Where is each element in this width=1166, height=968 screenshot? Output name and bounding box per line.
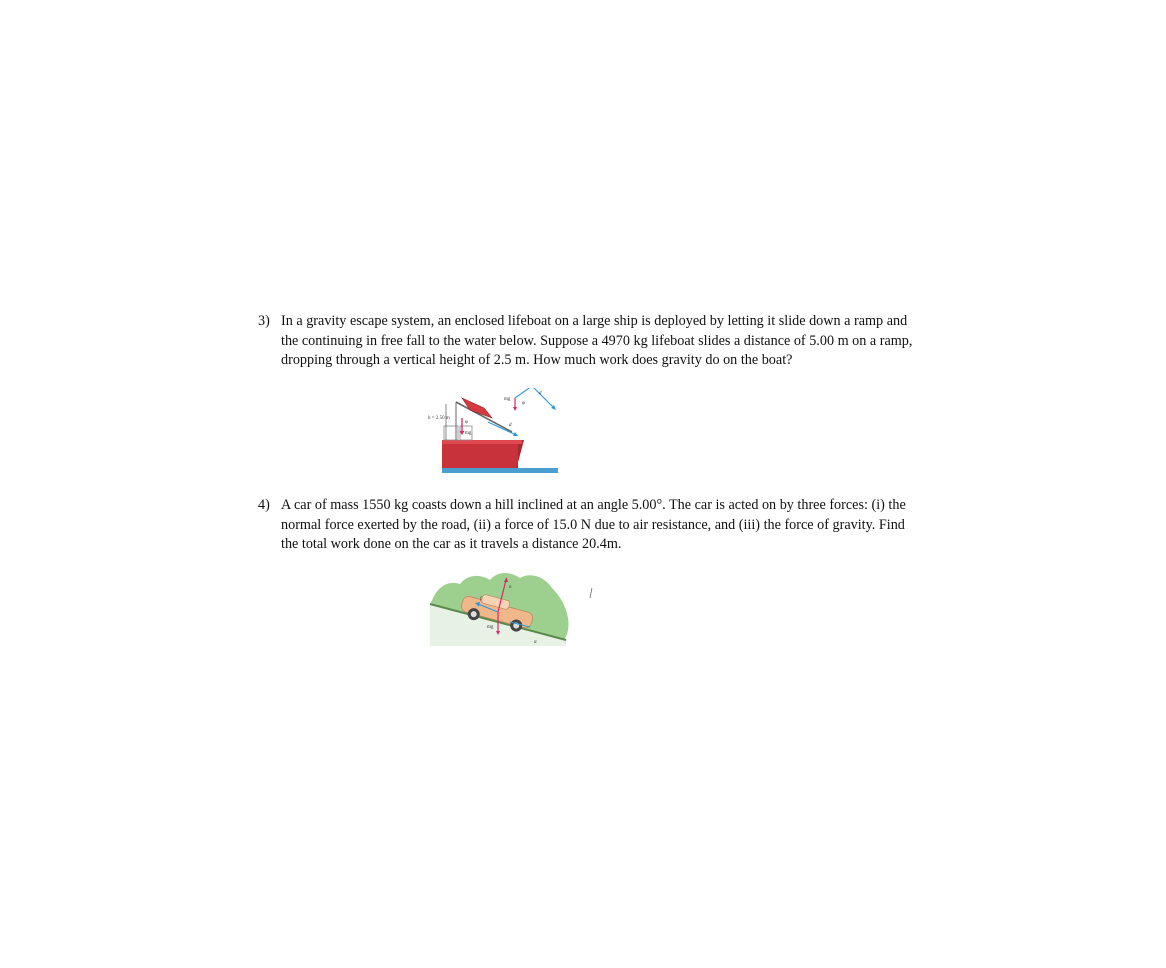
problem-number: 3)	[258, 313, 270, 329]
air-resistance-label: f	[480, 597, 482, 602]
normal-force-label: n	[509, 585, 512, 590]
problem-3	[258, 312, 918, 371]
gravity-label: mg	[487, 625, 494, 630]
d-label-top: d	[539, 391, 542, 396]
water	[442, 468, 558, 473]
mg-arrowhead-top	[513, 407, 517, 411]
problem-text: A car of mass 1550 kg coasts down a hill inclined at an angle 5.00°. The car is acted on by three forces: (i) the normal force exerted by the road, (ii) a force of 15.0 N due to air resistance, and (iii) the force of gravity. Find the total work done on the car as it travels a distance 20.4m.	[281, 497, 906, 552]
problem-4	[258, 496, 918, 555]
problem-number: 4)	[258, 497, 270, 513]
d-label-bottom: d	[509, 423, 512, 428]
d-arrow-top	[515, 388, 532, 398]
mg-label-top: mg	[504, 397, 511, 402]
mg-label-bottom: mg	[465, 431, 472, 436]
angle-label: α	[534, 640, 537, 645]
phi-label-top: φ	[522, 401, 525, 406]
d-arrow-bottom	[488, 422, 516, 435]
car-on-hill-figure	[426, 566, 598, 650]
lifeboat-ramp-figure	[412, 388, 562, 484]
ship-deck-stripe	[442, 440, 522, 444]
phi-label-bottom: φ	[465, 420, 468, 425]
ship-hull	[442, 440, 518, 470]
problem-text: In a gravity escape system, an enclosed lifeboat on a large ship is deployed by letting it slide down a ramp and the continuing in free fall to the water below. Suppose a 4970 kg lifeboat slides a distance of 5.00 m on a ramp, dropping through a vertical height of 2.5 m. How much work does gravity do on the boat?	[281, 313, 913, 368]
height-label: h = 2.50 m	[428, 416, 450, 421]
y-axis-mark	[590, 588, 592, 598]
d-arrow-top-2	[532, 388, 554, 408]
